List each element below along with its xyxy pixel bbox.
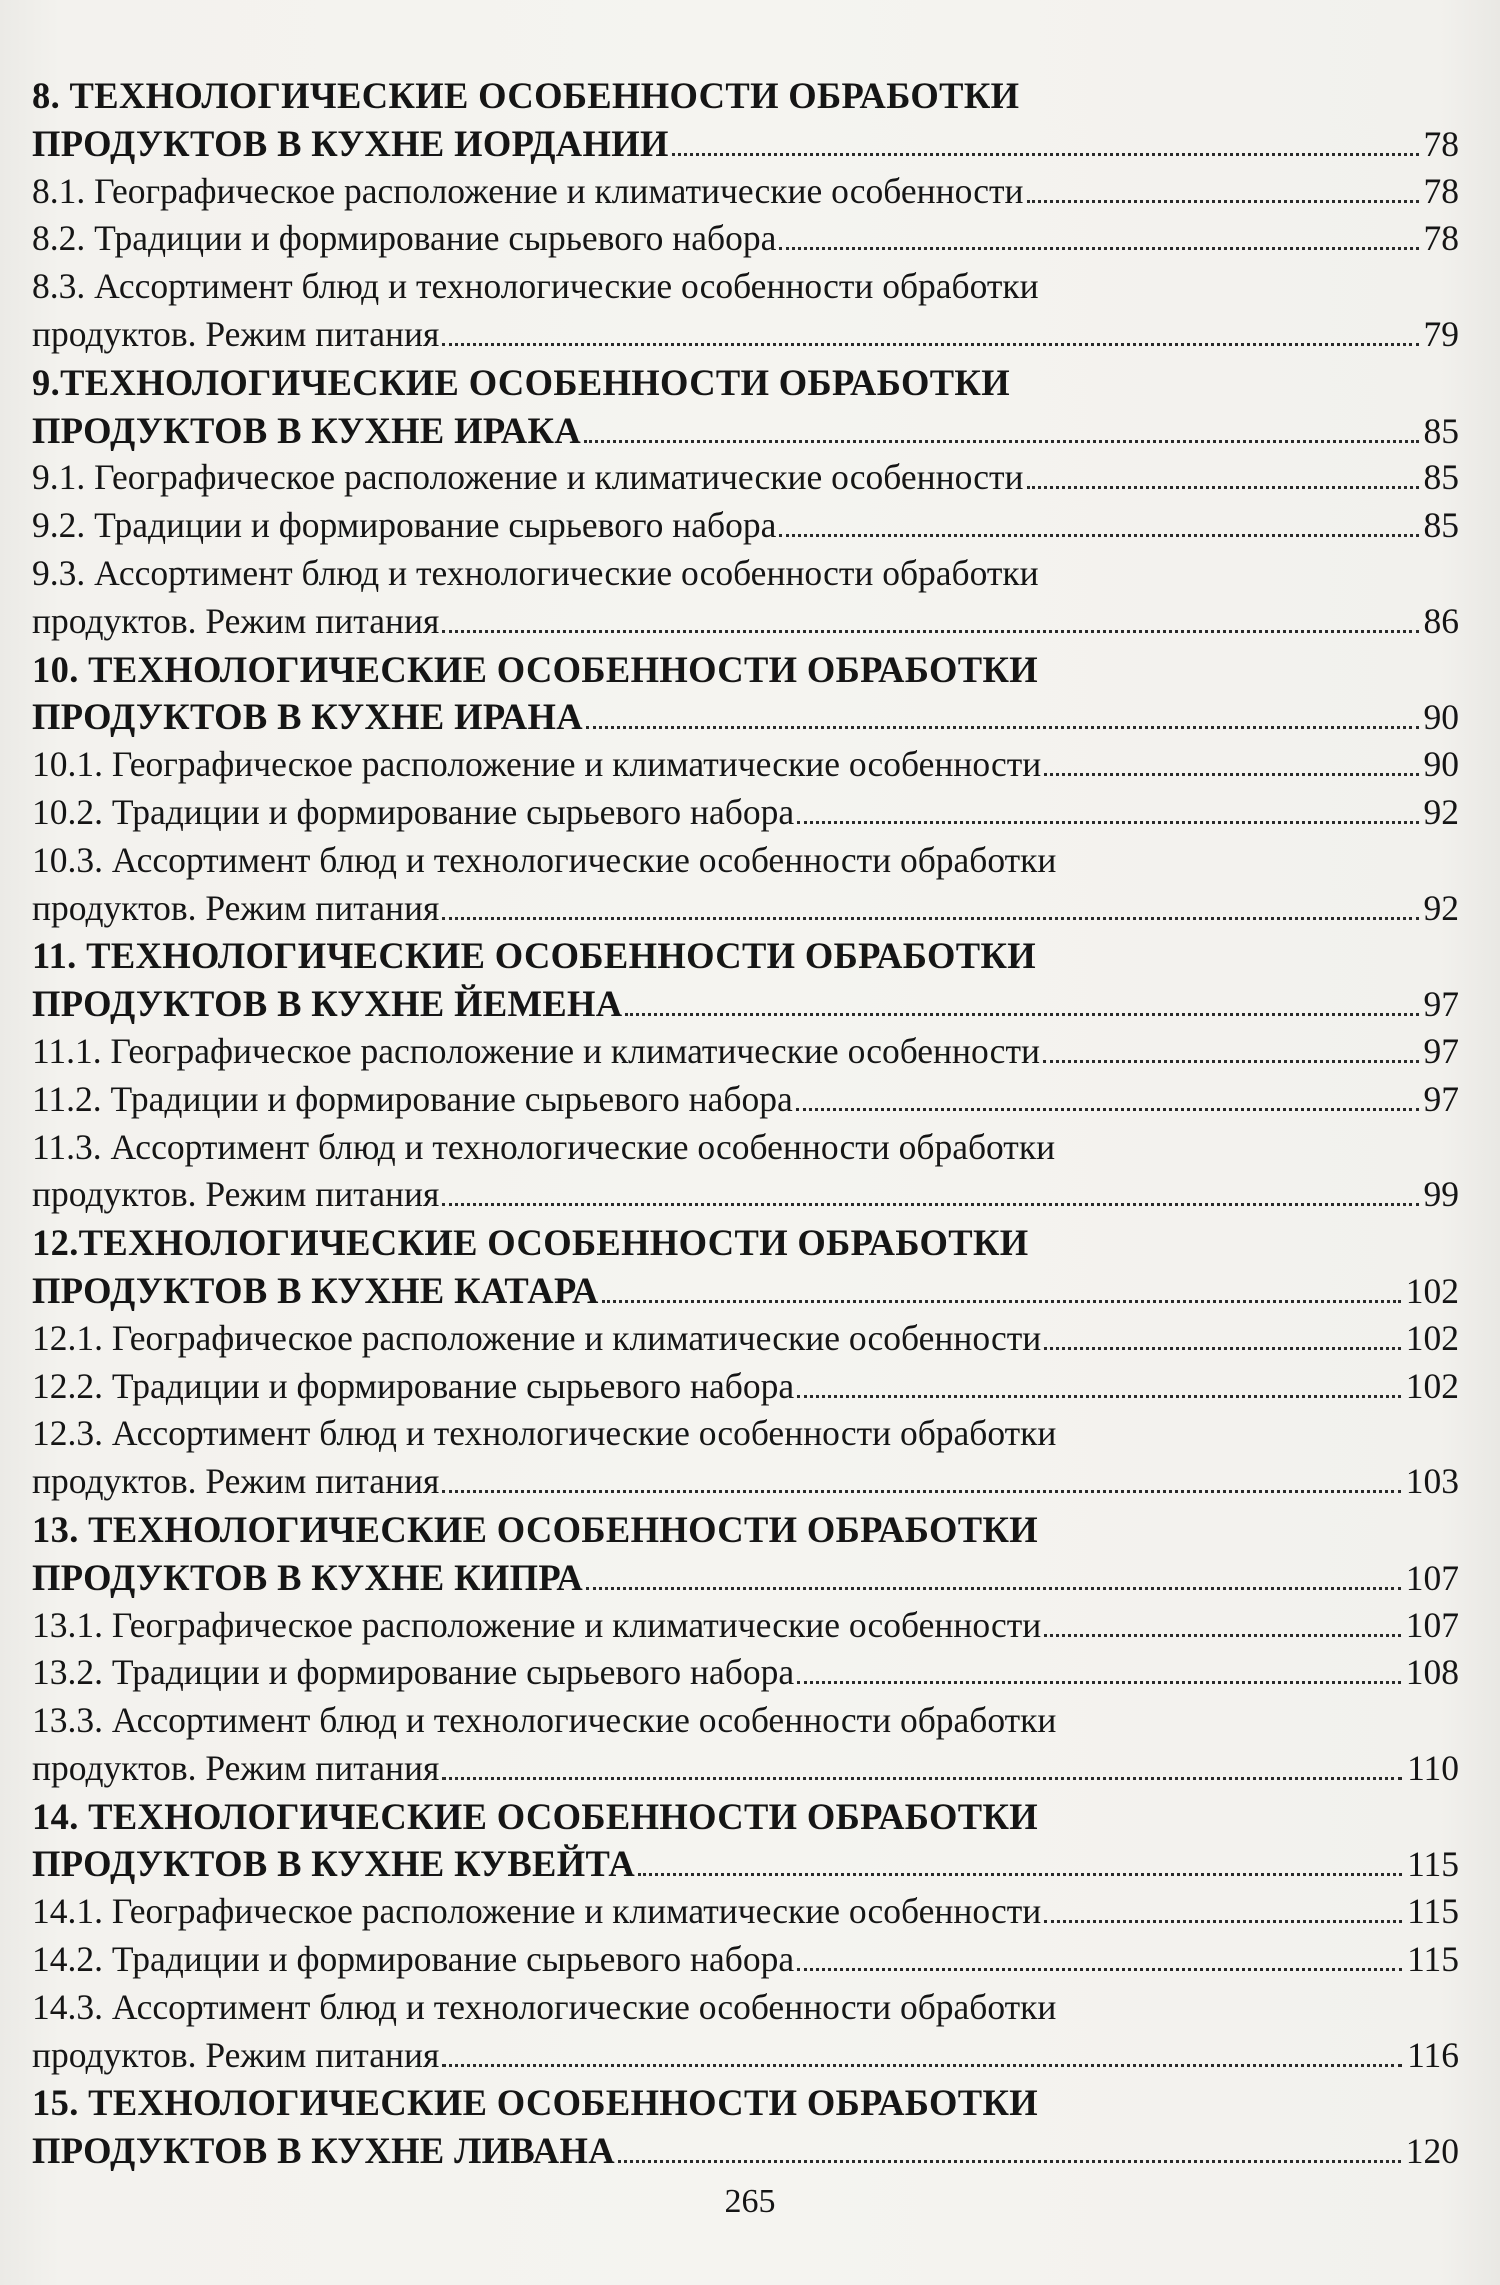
toc-heading-line	[32, 407, 1459, 455]
dot-leader	[442, 2064, 1402, 2067]
dot-leader	[625, 1013, 1418, 1016]
toc-heading-line	[32, 72, 1459, 120]
toc-entry-text: 9.ТЕХНОЛОГИЧЕСКИЕ ОСОБЕННОСТИ ОБРАБОТКИ	[32, 361, 1010, 403]
toc-entry-text: продуктов. Режим питания	[32, 1747, 440, 1788]
toc-page-number: 79	[1423, 313, 1459, 354]
toc-page-number: 116	[1407, 2034, 1459, 2075]
toc-page-number: 107	[1405, 1604, 1459, 1645]
dot-leader	[586, 1587, 1401, 1590]
toc-entry-text: 13. ТЕХНОЛОГИЧЕСКИЕ ОСОБЕННОСТИ ОБРАБОТКИ	[32, 1508, 1039, 1550]
toc-entry-line	[32, 1602, 1459, 1650]
toc-heading-line	[32, 693, 1459, 741]
toc-entry-text: 14.2. Традиции и формирование сырьевого набора	[32, 1939, 795, 1980]
toc-page-number: 120	[1405, 2131, 1459, 2172]
toc-page-number: 90	[1423, 744, 1459, 785]
toc-entry-line	[32, 1363, 1459, 1411]
toc-entry-text: 14.3. Ассортимент блюд и технологические особенности обработки	[32, 1986, 1057, 2027]
toc-entry-text: 8.1. Географическое расположение и климатические особенности	[32, 170, 1024, 211]
toc-heading-line	[32, 1506, 1459, 1554]
toc-entry-text: ПРОДУКТОВ В КУХНЕ ЙЕМЕНА	[32, 983, 623, 1025]
toc-entry-line	[32, 1076, 1459, 1124]
dot-leader	[602, 1300, 1401, 1303]
toc-entry-text: ПРОДУКТОВ В КУХНЕ ИРАНА	[32, 696, 583, 738]
dot-leader	[1044, 1347, 1400, 1350]
toc-entry-text: 11.2. Традиции и формирование сырьевого набора	[32, 1078, 793, 1119]
dot-leader	[1027, 200, 1419, 203]
toc-entry-line	[32, 598, 1459, 646]
toc-page-number: 108	[1405, 1652, 1459, 1693]
dot-leader	[586, 726, 1419, 729]
toc-entry-text: ПРОДУКТОВ В КУХНЕ ЛИВАНА	[32, 2130, 615, 2172]
toc-entry-text: продуктов. Режим питания	[32, 2034, 440, 2075]
toc-entry-text: 8.3. Ассортимент блюд и технологические особенности обработки	[32, 266, 1039, 307]
toc-page-number: 85	[1423, 505, 1459, 546]
toc-entry-line	[32, 1410, 1459, 1458]
toc-entry-text: 10. ТЕХНОЛОГИЧЕСКИЕ ОСОБЕННОСТИ ОБРАБОТКИ	[32, 648, 1039, 690]
toc-page-number: 99	[1423, 1174, 1459, 1215]
toc-page-number: 78	[1423, 218, 1459, 259]
toc-entry-line	[32, 263, 1459, 311]
toc-entry-text: 10.1. Географическое расположение и климатические особенности	[32, 744, 1042, 785]
toc-entry-text: продуктов. Режим питания	[32, 887, 440, 928]
toc-entry-line	[32, 1745, 1459, 1793]
toc-entry-line	[32, 1028, 1459, 1076]
toc-entry-line	[32, 885, 1459, 933]
toc-heading-line	[32, 2079, 1459, 2127]
toc-entry-line	[32, 837, 1459, 885]
toc-entry-text: 13.2. Традиции и формирование сырьевого набора	[32, 1652, 795, 1693]
toc-page-number: 78	[1423, 170, 1459, 211]
toc-page-number: 92	[1423, 887, 1459, 928]
toc-page-number: 107	[1405, 1557, 1459, 1598]
dot-leader	[442, 1490, 1400, 1493]
toc-entry-line	[32, 1888, 1459, 1936]
toc-entry-line	[32, 1984, 1459, 2032]
toc-page-number: 85	[1423, 410, 1459, 451]
toc-entry-line	[32, 215, 1459, 263]
toc-entry-line	[32, 789, 1459, 837]
toc-entry-text: 13.1. Географическое расположение и климатические особенности	[32, 1604, 1042, 1645]
toc-page-number: 103	[1405, 1461, 1459, 1502]
toc-entry-line	[32, 1315, 1459, 1363]
toc-entry-text: 11.1. Географическое расположение и климатические особенности	[32, 1030, 1040, 1071]
toc-entry-line	[32, 502, 1459, 550]
toc-entry-text: 12.ТЕХНОЛОГИЧЕСКИЕ ОСОБЕННОСТИ ОБРАБОТКИ	[32, 1222, 1029, 1264]
toc-entry-text: 12.2. Традиции и формирование сырьевого набора	[32, 1365, 795, 1406]
toc-heading-line	[32, 1554, 1459, 1602]
toc-heading-line	[32, 359, 1459, 407]
toc-heading-line	[32, 2127, 1459, 2175]
toc-entry-text: ПРОДУКТОВ В КУХНЕ ИОРДАНИИ	[32, 122, 669, 164]
toc-entry-line	[32, 741, 1459, 789]
toc-page-number: 102	[1405, 1317, 1459, 1358]
dot-leader	[1044, 1634, 1400, 1637]
toc-entry-text: продуктов. Режим питания	[32, 600, 440, 641]
toc-heading-line	[32, 120, 1459, 168]
dot-leader	[442, 630, 1418, 633]
toc-entry-line	[32, 168, 1459, 216]
toc-page-number: 110	[1407, 1747, 1459, 1788]
toc-entry-text: 9.3. Ассортимент блюд и технологические особенности обработки	[32, 552, 1039, 593]
dot-leader	[1027, 486, 1419, 489]
toc-entry-line	[32, 1697, 1459, 1745]
toc-entry-line	[32, 1458, 1459, 1506]
toc-entry-line	[32, 550, 1459, 598]
toc-entry-text: 14.1. Географическое расположение и климатические особенности	[32, 1891, 1042, 1932]
toc-entry-text: 15. ТЕХНОЛОГИЧЕСКИЕ ОСОБЕННОСТИ ОБРАБОТКИ	[32, 2082, 1039, 2124]
page-number: 265	[724, 2183, 776, 2220]
toc-entry-text: 11.3. Ассортимент блюд и технологические особенности обработки	[32, 1126, 1056, 1167]
toc-page-number: 115	[1407, 1939, 1459, 1980]
toc-entry-text: ПРОДУКТОВ В КУХНЕ ИРАКА	[32, 409, 582, 451]
toc-page-number: 90	[1423, 697, 1459, 738]
dot-leader	[797, 1395, 1401, 1398]
dot-leader	[797, 821, 1418, 824]
toc-entry-text: 8. ТЕХНОЛОГИЧЕСКИЕ ОСОБЕННОСТИ ОБРАБОТКИ	[32, 75, 1020, 116]
toc-entry-text: 11. ТЕХНОЛОГИЧЕСКИЕ ОСОБЕННОСТИ ОБРАБОТКИ	[32, 935, 1037, 977]
toc-entry-text: 9.1. Географическое расположение и климатические особенности	[32, 457, 1024, 498]
toc-page-number: 92	[1423, 791, 1459, 832]
dot-leader	[779, 534, 1418, 537]
toc-heading-line	[32, 1793, 1459, 1841]
toc-entry-text: ПРОДУКТОВ В КУХНЕ КУВЕЙТА	[32, 1843, 636, 1885]
toc-entry-line	[32, 1124, 1459, 1172]
dot-leader	[442, 343, 1418, 346]
dot-leader	[796, 1108, 1419, 1111]
toc-entry-text: 13.3. Ассортимент блюд и технологические особенности обработки	[32, 1700, 1057, 1741]
toc-page-number: 86	[1423, 600, 1459, 641]
toc-page-number: 97	[1423, 984, 1459, 1025]
toc-page-number: 102	[1405, 1270, 1459, 1311]
toc-entry-text: продуктов. Режим питания	[32, 313, 440, 354]
toc-heading-line	[32, 1219, 1459, 1267]
dot-leader	[442, 1203, 1418, 1206]
table-of-contents	[32, 72, 1459, 2175]
toc-entry-line	[32, 1649, 1459, 1697]
toc-entry-line	[32, 1936, 1459, 1984]
toc-page-number: 97	[1423, 1078, 1459, 1119]
toc-page-number: 102	[1405, 1365, 1459, 1406]
toc-entry-text: 12.3. Ассортимент блюд и технологические особенности обработки	[32, 1413, 1057, 1454]
toc-entry-text: продуктов. Режим питания	[32, 1174, 440, 1215]
toc-entry-text: продуктов. Режим питания	[32, 1461, 440, 1502]
dot-leader	[584, 440, 1418, 443]
toc-entry-text: ПРОДУКТОВ В КУХНЕ КАТАРА	[32, 1269, 599, 1311]
toc-page-number: 85	[1423, 457, 1459, 498]
toc-entry-line	[32, 1171, 1459, 1219]
dot-leader	[638, 1873, 1402, 1876]
dot-leader	[442, 1777, 1402, 1780]
toc-heading-line	[32, 932, 1459, 980]
dot-leader	[1044, 1920, 1402, 1923]
toc-entry-line	[32, 311, 1459, 359]
toc-heading-line	[32, 1267, 1459, 1315]
toc-entry-line	[32, 2032, 1459, 2080]
toc-entry-text: 9.2. Традиции и формирование сырьевого набора	[32, 505, 777, 546]
toc-heading-line	[32, 980, 1459, 1028]
toc-entry-text: 14. ТЕХНОЛОГИЧЕСКИЕ ОСОБЕННОСТИ ОБРАБОТКИ	[32, 1795, 1039, 1837]
toc-entry-text: 12.1. Географическое расположение и климатические особенности	[32, 1317, 1042, 1358]
toc-entry-text: ПРОДУКТОВ В КУХНЕ КИПРА	[32, 1556, 584, 1598]
dot-leader	[1044, 773, 1418, 776]
dot-leader	[672, 153, 1419, 156]
dot-leader	[797, 1681, 1401, 1684]
toc-heading-line	[32, 646, 1459, 694]
dot-leader	[618, 2160, 1401, 2163]
toc-page-number: 97	[1423, 1030, 1459, 1071]
toc-heading-line	[32, 1840, 1459, 1888]
dot-leader	[797, 1968, 1402, 1971]
toc-entry-text: 10.2. Традиции и формирование сырьевого набора	[32, 791, 795, 832]
dot-leader	[442, 917, 1418, 920]
toc-page-number: 78	[1423, 123, 1459, 164]
toc-entry-line	[32, 454, 1459, 502]
dot-leader	[1043, 1060, 1419, 1063]
toc-page-number: 115	[1407, 1891, 1459, 1932]
toc-page-number: 115	[1407, 1844, 1459, 1885]
dot-leader	[779, 247, 1418, 250]
toc-entry-text: 8.2. Традиции и формирование сырьевого набора	[32, 218, 777, 259]
toc-entry-text: 10.3. Ассортимент блюд и технологические особенности обработки	[32, 839, 1057, 880]
